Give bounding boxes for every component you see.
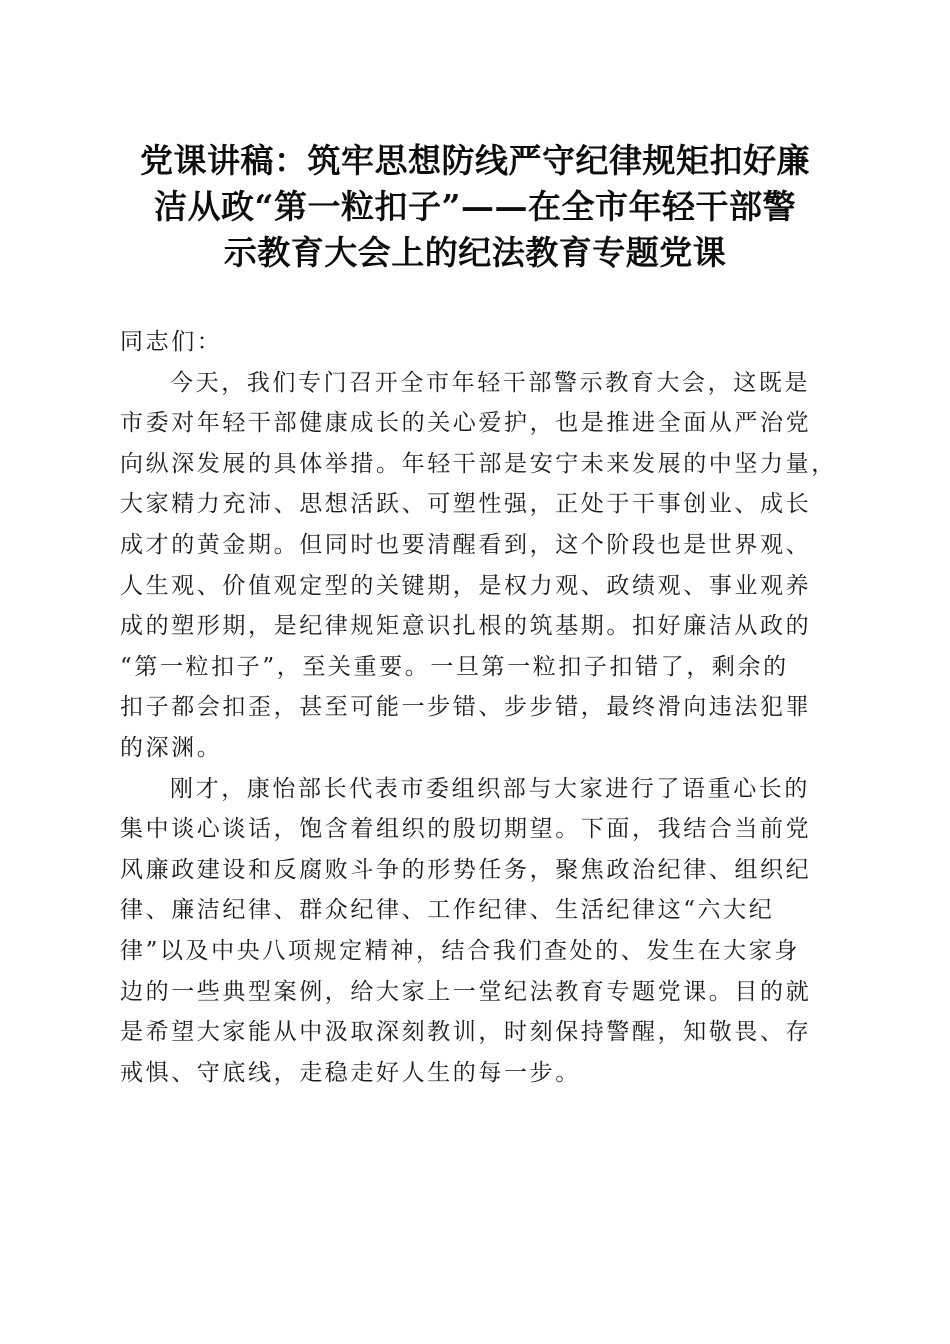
paragraph-line: 边的一些典型案例，给大家上一堂纪法教育专题党课。目的就 (120, 978, 812, 1005)
paragraph-line: 人生观、价值观定型的关键期，是权力观、政绩观、事业观养 (120, 572, 812, 599)
title-line: 洁从政“第一粒扣子”——在全市年轻干部警 (154, 187, 796, 226)
title-line: 党课讲稿：筑牢思想防线严守纪律规矩扣好廉 (140, 141, 810, 180)
paragraph-line: 市委对年轻干部健康成长的关心爱护，也是推进全面从严治党 (120, 410, 812, 437)
paragraph-line: 律、廉洁纪律、群众纪律、工作纪律、生活纪律这“六大纪 (120, 897, 775, 924)
paragraph-line: 今天，我们专门召开全市年轻干部警示教育大会，这既是 (170, 369, 810, 396)
paragraph-line: 风廉政建设和反腐败斗争的形势任务，聚焦政治纪律、组织纪 (120, 856, 812, 883)
title-line: 示教育大会上的纪法教育专题党课 (223, 233, 727, 272)
paragraph-line: 扣子都会扣歪，甚至可能一步错、步步错，最终滑向违法犯罪 (120, 694, 812, 721)
paragraph-line: 集中谈心谈话，饱含着组织的殷切期望。下面，我结合当前党 (120, 816, 812, 843)
paragraph-line: 向纵深发展的具体举措。年轻干部是安宁未来发展的中坚力量， (120, 450, 837, 477)
paragraph-line: 成才的黄金期。但同时也要清醒看到，这个阶段也是世界观、 (120, 531, 812, 558)
paragraph-line: 大家精力充沛、思想活跃、可塑性强，正处于干事创业、成长 (120, 491, 812, 518)
paragraph-line: 的深渊。 (120, 734, 223, 761)
paragraph-line: “第一粒扣子”，至关重要。一旦第一粒扣子扣错了，剩余的 (120, 653, 789, 680)
paragraph-line: 刚才，康怡部长代表市委组织部与大家进行了语重心长的 (170, 775, 810, 802)
salutation: 同志们： (120, 329, 223, 355)
document-title (118, 138, 832, 276)
paragraph-line: 是希望大家能从中汲取深刻教训，时刻保持警醒，知敬畏、存 (120, 1019, 812, 1046)
document-body (120, 322, 837, 1093)
paragraph-line: 律”以及中央八项规定精神，结合我们查处的、发生在大家身 (120, 937, 800, 964)
paragraph-line: 戒惧、守底线，走稳走好人生的每一步。 (120, 1059, 581, 1086)
paragraph-line: 成的塑形期，是纪律规矩意识扎根的筑基期。扣好廉洁从政的 (120, 613, 812, 640)
paragraph-main (120, 769, 832, 1094)
paragraph-opening (120, 363, 837, 769)
